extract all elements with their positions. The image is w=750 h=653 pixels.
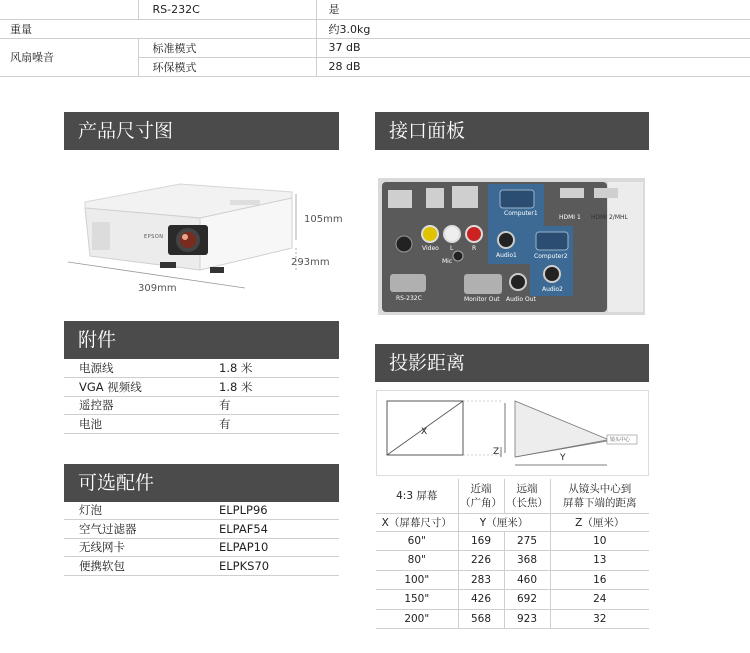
header-cell: 近端 （广角） [458, 479, 504, 513]
spec-row [0, 38, 750, 57]
table-row [64, 415, 339, 434]
spec-row [0, 0, 750, 19]
port-label-r: R [472, 245, 477, 252]
diagram-z-label: Z [493, 447, 500, 457]
cell: 80" [376, 551, 458, 571]
spec-table [0, 0, 750, 77]
header-cell: Y（厘米） [458, 513, 550, 531]
cell: 426 [458, 590, 504, 610]
optional-value: ELPKS70 [204, 557, 339, 576]
optional-name: 无线网卡 [64, 538, 204, 557]
port-label-audio1: Audio1 [496, 252, 517, 259]
optional-parts-table [64, 501, 339, 576]
table-row [376, 590, 649, 610]
cell: 200" [376, 609, 458, 629]
header-cell: X（屏幕尺寸） [376, 513, 458, 531]
cell: 10 [550, 531, 649, 551]
table-row [64, 396, 339, 415]
cell: 24 [550, 590, 649, 610]
table-row [64, 359, 339, 378]
cell: 32 [550, 609, 649, 629]
port-label-computer1: Computer1 [504, 210, 538, 217]
optional-value: ELPAP10 [204, 538, 339, 557]
header-cell: 远端 （长焦） [504, 479, 550, 513]
header-cell: Z（厘米） [550, 513, 649, 531]
accessory-value: 1.8 米 [204, 378, 339, 397]
cell: 169 [458, 531, 504, 551]
table-row [376, 531, 649, 551]
accessory-name: 遥控器 [64, 396, 204, 415]
cell: 13 [550, 551, 649, 571]
table-row [64, 538, 339, 557]
port-label-monitor-out: Monitor Out [464, 296, 500, 303]
table-row [64, 501, 339, 520]
spec-value: 是 [316, 0, 750, 19]
cell: 460 [504, 570, 550, 590]
interface-panel-image [378, 178, 645, 315]
optional-name: 便携软包 [64, 557, 204, 576]
cell: 923 [504, 609, 550, 629]
interface-header: 接口面板 [375, 112, 649, 150]
spec-value: 约3.0kg [316, 19, 750, 38]
projection-header: 投影距离 [375, 344, 649, 382]
optional-value: ELPLP96 [204, 501, 339, 520]
diagram-lens-label: 镜头中心 [610, 437, 631, 443]
accessory-value: 1.8 米 [204, 359, 339, 378]
cell: 568 [458, 609, 504, 629]
port-label-audio-out: Audio Out [506, 296, 536, 303]
accessory-value: 有 [204, 396, 339, 415]
header-cell: 从镜头中心到 屏幕下端的距离 [550, 479, 649, 513]
cell: 283 [458, 570, 504, 590]
spec-name: RS-232C [138, 0, 316, 19]
table-row [376, 570, 649, 590]
table-header-row [376, 479, 649, 513]
dim-height-label: 105mm [304, 214, 343, 225]
table-row [64, 378, 339, 397]
spec-value: 28 dB [316, 57, 750, 76]
table-row [64, 520, 339, 539]
cell: 60" [376, 531, 458, 551]
optional-header: 可选配件 [64, 464, 339, 502]
optional-value: ELPAF54 [204, 520, 339, 539]
port-label-hdmi1: HDMI 1 [559, 214, 581, 221]
spec-row [0, 19, 750, 38]
cell: 226 [458, 551, 504, 571]
projection-diagram [376, 390, 649, 476]
cell: 100" [376, 570, 458, 590]
diagram-x-label: X [421, 427, 428, 437]
accessory-name: 电池 [64, 415, 204, 434]
cell: 16 [550, 570, 649, 590]
port-label-video: Video [422, 245, 439, 252]
cell: 368 [504, 551, 550, 571]
dim-width-label: 309mm [138, 283, 177, 294]
table-row [64, 557, 339, 576]
optional-name: 灯泡 [64, 501, 204, 520]
port-label-computer2: Computer2 [534, 253, 568, 260]
port-label-hdmi2: HDMI 2/MHL [591, 214, 628, 221]
projection-table [376, 479, 649, 629]
port-label-mic: Mic [442, 258, 453, 265]
cell: 150" [376, 590, 458, 610]
table-row [376, 609, 649, 629]
dimensions-header: 产品尺寸图 [64, 112, 339, 150]
spec-name: 环保模式 [138, 57, 316, 76]
optional-name: 空气过滤器 [64, 520, 204, 539]
spec-name: 标准模式 [138, 38, 316, 57]
cell: 275 [504, 531, 550, 551]
accessories-header: 附件 [64, 321, 339, 359]
brand-logo: EPSON [144, 234, 164, 240]
port-label-l: L [450, 245, 454, 252]
table-row [376, 551, 649, 571]
accessory-name: 电源线 [64, 359, 204, 378]
accessory-name: VGA 视频线 [64, 378, 204, 397]
port-label-audio2: Audio2 [542, 286, 563, 293]
diagram-y-label: Y [560, 453, 566, 463]
dim-depth-label: 293mm [291, 257, 330, 268]
spec-group: 重量 [0, 19, 316, 38]
accessories-table [64, 359, 339, 434]
header-cell: 4:3 屏幕 [376, 479, 458, 513]
spec-value: 37 dB [316, 38, 750, 57]
cell: 692 [504, 590, 550, 610]
projector-dimension-image [60, 170, 350, 300]
spec-group [0, 0, 138, 19]
table-header-row [376, 513, 649, 531]
spec-group: 风扇噪音 [0, 38, 138, 76]
port-label-rs232c: RS-232C [396, 295, 422, 302]
accessory-value: 有 [204, 415, 339, 434]
